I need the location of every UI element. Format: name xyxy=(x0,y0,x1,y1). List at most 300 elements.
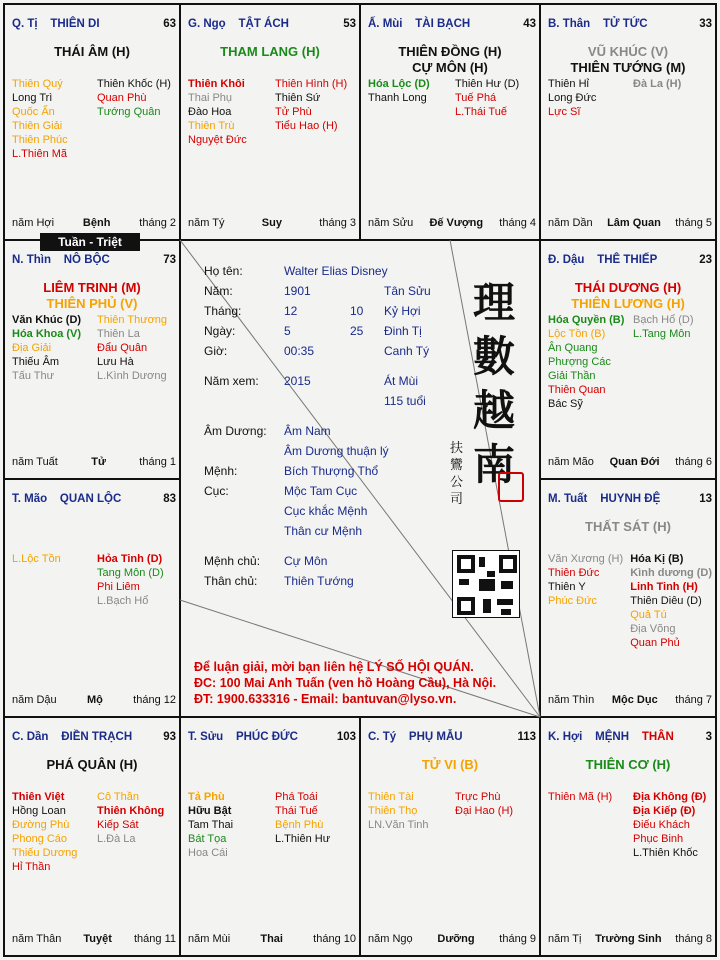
star-item: Phá Toái xyxy=(275,791,318,803)
star-item: Quan Phù xyxy=(97,92,147,104)
star-item: Giải Thần xyxy=(548,370,596,382)
name-value: Walter Elias Disney xyxy=(284,264,388,278)
star-item: Phi Liêm xyxy=(97,581,140,593)
year-label: năm Mùi xyxy=(188,933,231,945)
stars-right xyxy=(97,790,176,874)
star-item: Đại Hao (H) xyxy=(455,805,514,817)
seal-text: 扶鸞公司 xyxy=(450,441,464,507)
main-star: THIÊN CƠ (H) xyxy=(585,757,671,772)
star-item: L.Thiên Mã xyxy=(12,148,68,160)
main-stars xyxy=(540,280,716,312)
minor-stars xyxy=(12,790,176,874)
stars-right xyxy=(275,790,356,860)
main-stars xyxy=(4,280,180,312)
main-star: THIÊN LƯƠNG (H) xyxy=(571,296,685,311)
star-item: Hoa Cái xyxy=(188,847,228,859)
year-label: năm Hợi xyxy=(12,217,55,229)
main-star: THIÊN PHỦ (V) xyxy=(46,296,138,311)
star-item: Thiên Trù xyxy=(188,120,235,132)
phase-label: Suy xyxy=(261,217,282,229)
star-item: Đào Hoa xyxy=(188,106,232,118)
star-item: Hữu Bật xyxy=(188,805,232,817)
star-item: L.Kình Dương xyxy=(97,370,167,382)
than-marker: THÂN xyxy=(641,731,674,743)
phase-label: Tử xyxy=(91,456,106,468)
stars-left xyxy=(548,552,624,650)
palace-header xyxy=(368,18,470,30)
main-star: VŨ KHÚC (V) xyxy=(587,44,669,59)
stars-right xyxy=(633,790,712,860)
star-item: Thiếu Dương xyxy=(12,847,78,859)
view-year-label: Năm xem: xyxy=(204,374,259,388)
minor-stars xyxy=(12,313,176,383)
star-item: Văn Khúc (D) xyxy=(12,314,82,326)
palace-footer xyxy=(368,217,536,229)
star-item: Thái Tuế xyxy=(275,805,318,817)
palace-cell-n-thin[interactable] xyxy=(4,240,180,479)
star-item: L.Thiên Hư xyxy=(275,833,331,845)
star-item: Thiếu Âm xyxy=(12,356,60,368)
star-item: Tấu Thư xyxy=(12,370,55,382)
view-year-can-chi: Át Mùi xyxy=(384,374,419,388)
main-stars xyxy=(360,757,540,773)
palace-header xyxy=(548,254,657,266)
star-item: Thiên Khốc (H) xyxy=(97,78,171,90)
hour-can-chi: Canh Tý xyxy=(384,344,430,358)
star-item: L.Thiên Khốc xyxy=(633,847,698,859)
palace-cell-c-dan[interactable] xyxy=(4,717,180,956)
star-item: Long Đức xyxy=(548,92,597,104)
year-label: năm Tị xyxy=(548,933,582,945)
star-item: Văn Xương (H) xyxy=(548,553,624,565)
menh-chu-label: Mệnh chủ: xyxy=(204,554,261,568)
main-star: CỰ MÔN (H) xyxy=(412,60,488,75)
palace-header xyxy=(548,18,648,30)
palace-number: 93 xyxy=(163,731,176,743)
day-label: Ngày: xyxy=(204,324,236,338)
qr-code-icon[interactable] xyxy=(452,550,520,618)
main-star: PHÁ QUÂN (H) xyxy=(46,757,138,772)
year-label: năm Mão xyxy=(548,456,594,468)
star-item: Cô Thần xyxy=(97,791,139,803)
year-label: năm Tý xyxy=(188,217,225,229)
star-item: Thanh Long xyxy=(368,92,427,104)
star-item: Ân Quang xyxy=(548,342,598,354)
palace-name: TẬT ÁCH xyxy=(238,18,289,30)
red-seal-icon xyxy=(498,472,524,502)
star-item: Thiên Hỉ xyxy=(548,78,589,90)
star-item: Tuế Phá xyxy=(455,92,497,104)
month-label: tháng 12 xyxy=(133,694,176,706)
am-duong-label: Âm Dương: xyxy=(204,424,267,438)
star-item: Lưu Hà xyxy=(97,356,134,368)
main-star: TỬ VI (B) xyxy=(421,757,479,772)
star-item: Tướng Quân xyxy=(97,106,161,118)
star-item: Đà La (H) xyxy=(633,78,682,90)
palace-footer xyxy=(368,933,536,945)
year-label: năm Dậu xyxy=(12,694,57,706)
month-label: tháng 7 xyxy=(675,694,712,706)
palace-name: PHÚC ĐỨC xyxy=(235,731,298,743)
year-value: 1901 xyxy=(284,284,311,298)
palace-footer xyxy=(188,933,356,945)
star-item: Quan Phủ xyxy=(630,637,680,649)
palace-number: 83 xyxy=(163,493,176,505)
view-year-value: 2015 xyxy=(284,374,311,388)
star-item: Địa Không (Đ) xyxy=(633,791,707,803)
phase-label: Đế Vượng xyxy=(429,217,484,229)
branch-label: K. Hợi xyxy=(548,731,583,743)
month-can-chi: Kỷ Hợi xyxy=(384,304,421,318)
star-item: Hóa Khoa (V) xyxy=(12,328,82,340)
star-item: Bệnh Phù xyxy=(275,819,324,831)
palace-cell-b-than[interactable] xyxy=(540,4,716,240)
star-item: Hóa Lộc (D) xyxy=(368,78,430,90)
branch-label: Đ. Dậu xyxy=(548,254,585,266)
star-item: Thiên Hư (D) xyxy=(455,78,520,90)
palace-header xyxy=(188,18,289,30)
stars-left xyxy=(12,77,91,161)
minor-stars xyxy=(12,552,176,608)
star-item: Thiên Phúc xyxy=(12,134,68,146)
main-stars xyxy=(540,44,716,76)
palace-footer xyxy=(12,456,176,468)
stars-right xyxy=(97,552,176,608)
stars-left xyxy=(12,790,91,874)
star-item: Thiên Thương xyxy=(97,314,168,326)
am-duong-value: Âm Nam xyxy=(284,424,331,438)
phase-label: Lâm Quan xyxy=(607,217,661,229)
star-item: Thiên Quý xyxy=(12,78,63,90)
branch-label: Ấ. Mùi xyxy=(368,18,403,30)
month-label: tháng 1 xyxy=(139,456,176,468)
palace-footer xyxy=(548,694,712,706)
star-item: Đường Phù xyxy=(12,819,70,831)
star-item: Lộc Tồn (B) xyxy=(548,328,606,340)
minor-stars xyxy=(12,77,176,161)
palace-header xyxy=(12,18,100,30)
stars-right xyxy=(455,77,536,119)
palace-header xyxy=(368,731,463,743)
palace-name: NÔ BỘC xyxy=(63,254,110,266)
palace-cell-c-ty[interactable] xyxy=(360,717,540,956)
phase-label: Dưỡng xyxy=(437,933,475,945)
palace-name: THIÊN DI xyxy=(50,18,100,30)
minor-stars xyxy=(548,313,712,411)
stars-right xyxy=(633,313,712,411)
contact-phone-email: ĐT: 1900.633316 - Email: bantuvan@lyso.vn. xyxy=(194,692,457,706)
star-item: L.Lộc Tồn xyxy=(12,553,61,565)
year-label: năm Thìn xyxy=(548,694,595,706)
palace-number: 3 xyxy=(705,731,712,743)
palace-name: ĐIỀN TRẠCH xyxy=(61,731,133,743)
star-item: Thiên Y xyxy=(548,581,586,593)
am-duong-note: Âm Dương thuận lý xyxy=(284,444,389,458)
year-label: năm Thân xyxy=(12,933,62,945)
palace-header xyxy=(548,493,660,505)
main-stars xyxy=(540,519,716,535)
star-item: Kình dương (D) xyxy=(630,567,712,579)
star-item: Bát Tọa xyxy=(188,833,227,845)
month-label: tháng 5 xyxy=(675,217,712,229)
minor-stars xyxy=(368,77,536,119)
phase-label: Tuyệt xyxy=(83,933,112,945)
main-star: THIÊN ĐỒNG (H) xyxy=(398,44,502,59)
stars-left xyxy=(368,790,449,832)
stars-left xyxy=(548,313,627,411)
palace-footer xyxy=(188,217,356,229)
star-item: Trực Phù xyxy=(455,791,501,803)
main-star: THIÊN TƯỚNG (M) xyxy=(570,60,686,75)
stars-right xyxy=(630,552,712,650)
stars-right xyxy=(275,77,356,147)
stars-left xyxy=(548,77,627,119)
year-label: năm Sửu xyxy=(368,217,414,229)
stars-right xyxy=(97,313,176,383)
phase-label: Thai xyxy=(260,933,283,945)
minor-stars xyxy=(548,77,712,119)
calligraphy-logo: 理數越南 xyxy=(472,278,515,489)
main-star: THẤT SÁT (H) xyxy=(585,519,671,534)
month-lunar: 10 xyxy=(350,304,364,318)
contact-line-1: Để luận giải, mời bạn liên hệ LÝ SỐ HỘI QUÁN. xyxy=(194,660,474,674)
month-label: Tháng: xyxy=(204,304,242,318)
star-item: Tiểu Hao (H) xyxy=(275,120,338,132)
month-label: tháng 10 xyxy=(313,933,356,945)
main-stars xyxy=(4,757,180,773)
month-label: tháng 9 xyxy=(499,933,536,945)
menh-label: Mệnh: xyxy=(204,464,238,478)
main-stars xyxy=(540,757,716,773)
palace-cell-t-mao[interactable] xyxy=(4,479,180,717)
palace-cell-m-tuat[interactable] xyxy=(540,479,716,717)
stars-right xyxy=(633,77,712,119)
star-item: Linh Tinh (H) xyxy=(630,581,698,593)
hour-label: Giờ: xyxy=(204,344,228,358)
star-item: Đẩu Quân xyxy=(97,342,148,354)
star-item: Thiên Quan xyxy=(548,384,606,396)
palace-name: MỆNH xyxy=(595,731,630,743)
menh-value: Bích Thượng Thổ xyxy=(284,464,379,478)
year-label: năm Dần xyxy=(548,217,593,229)
branch-label: T. Mão xyxy=(12,493,48,505)
palace-cell-k-hoi[interactable] xyxy=(540,717,716,956)
star-item: Kiếp Sát xyxy=(97,819,139,831)
main-stars xyxy=(4,44,180,60)
star-item: Bạch Hổ (D) xyxy=(633,314,694,326)
palace-number: 53 xyxy=(343,18,356,30)
main-stars xyxy=(360,44,540,76)
star-item: Bác Sỹ xyxy=(548,398,583,410)
star-item: Quốc Ấn xyxy=(12,106,55,118)
branch-label: Q. Tị xyxy=(12,18,38,30)
star-item: L.Thái Tuế xyxy=(455,106,507,118)
phase-label: Bệnh xyxy=(82,217,111,229)
name-label: Họ tên: xyxy=(204,264,243,278)
phase-label: Mộc Dục xyxy=(611,694,658,706)
day-value: 5 xyxy=(284,324,291,338)
day-lunar: 25 xyxy=(350,324,364,338)
star-item: Tam Thai xyxy=(188,819,234,831)
month-label: tháng 4 xyxy=(499,217,536,229)
star-item: Hỉ Thần xyxy=(12,861,51,873)
branch-label: M. Tuất xyxy=(548,493,588,505)
minor-stars xyxy=(548,790,712,860)
main-star: THAM LANG (H) xyxy=(220,44,320,59)
palace-cell-t-suu[interactable] xyxy=(180,717,360,956)
star-item: Thiên Giải xyxy=(12,120,63,132)
star-item: Thiên La xyxy=(97,328,140,340)
star-item: Long Trì xyxy=(12,92,53,104)
hour-value: 00:35 xyxy=(284,344,315,358)
cuc-value: Mộc Tam Cục xyxy=(284,484,358,498)
minor-stars xyxy=(548,552,712,650)
main-star: THÁI DƯƠNG (H) xyxy=(574,280,682,295)
palace-name: TỬ TỨC xyxy=(602,18,648,30)
cuc-note-1: Cục khắc Mệnh xyxy=(284,504,368,518)
palace-cell-q-ti[interactable] xyxy=(4,4,180,240)
month-label: tháng 8 xyxy=(675,933,712,945)
palace-name: THÊ THIẾP xyxy=(597,254,658,266)
tuan-triet-label: Tuần - Triệt xyxy=(40,233,140,251)
year-can-chi: Tân Sửu xyxy=(384,284,431,298)
year-label: năm Tuất xyxy=(12,456,58,468)
cuc-label: Cục: xyxy=(204,484,229,498)
age: 115 tuổi xyxy=(384,394,426,408)
star-item: Hóa Kị (B) xyxy=(630,553,684,565)
year-label: năm Ngọ xyxy=(368,933,413,945)
than-chu-label: Thân chủ: xyxy=(204,574,258,588)
palace-footer xyxy=(12,217,176,229)
stars-left xyxy=(368,77,449,119)
star-item: Quả Tú xyxy=(630,609,667,621)
star-item: Tử Phù xyxy=(275,106,312,118)
star-item: Thiên Khôi xyxy=(188,78,245,90)
star-item: Địa Võng xyxy=(630,623,676,635)
stars-left xyxy=(188,790,269,860)
stars-left xyxy=(12,552,91,608)
minor-stars xyxy=(188,77,356,147)
month-label: tháng 3 xyxy=(319,217,356,229)
palace-header xyxy=(12,254,110,266)
palace-footer xyxy=(548,217,712,229)
year-label: Năm: xyxy=(204,284,233,298)
minor-stars xyxy=(368,790,536,832)
palace-number: 23 xyxy=(699,254,712,266)
palace-header xyxy=(12,493,121,505)
month-value: 12 xyxy=(284,304,298,318)
star-item: Tả Phù xyxy=(188,791,225,803)
star-item: L.Đà La xyxy=(97,833,136,845)
star-item: Phong Cáo xyxy=(12,833,68,845)
star-item: Địa Giải xyxy=(12,342,52,354)
day-can-chi: Đinh Tị xyxy=(384,324,422,338)
main-star: THÁI ÂM (H) xyxy=(54,44,130,59)
palace-number: 33 xyxy=(699,18,712,30)
branch-label: T. Sửu xyxy=(188,731,224,743)
than-chu-value: Thiên Tướng xyxy=(284,574,354,588)
stars-left xyxy=(548,790,627,860)
cuc-note-2: Thân cư Mệnh xyxy=(284,524,363,538)
star-item: Thai Phụ xyxy=(188,92,233,104)
star-item: Phúc Đức xyxy=(548,595,597,607)
palace-header xyxy=(548,731,674,743)
star-item: Thiên Diêu (D) xyxy=(630,595,702,607)
star-item: Nguyệt Đức xyxy=(188,134,247,146)
star-item: Hồng Loan xyxy=(12,805,66,817)
phase-label: Mộ xyxy=(86,694,103,706)
month-label: tháng 11 xyxy=(133,933,176,945)
palace-number: 43 xyxy=(523,18,536,30)
branch-label: C. Dần xyxy=(12,731,49,743)
main-star: LIÊM TRINH (M) xyxy=(43,280,141,295)
star-item: Phục Binh xyxy=(633,833,684,845)
minor-stars xyxy=(188,790,356,860)
stars-left xyxy=(188,77,269,147)
star-item: Thiên Thọ xyxy=(368,805,418,817)
menh-chu-value: Cự Môn xyxy=(284,554,328,568)
month-label: tháng 6 xyxy=(675,456,712,468)
palace-number: 63 xyxy=(163,18,176,30)
palace-cell-d-dau[interactable] xyxy=(540,240,716,479)
branch-label: B. Thân xyxy=(548,18,591,30)
star-item: Thiên Tài xyxy=(368,791,414,803)
month-label: tháng 2 xyxy=(139,217,176,229)
palace-cell-g-ngo[interactable] xyxy=(180,4,360,240)
star-item: Điếu Khách xyxy=(633,819,690,831)
star-item: Lực Sĩ xyxy=(548,106,581,118)
star-item: Phượng Các xyxy=(548,356,611,368)
stars-right xyxy=(455,790,536,832)
palace-cell-a-mui[interactable] xyxy=(360,4,540,240)
palace-name: TÀI BẠCH xyxy=(415,18,471,30)
star-item: LN.Văn Tinh xyxy=(368,819,429,831)
phase-label: Trường Sinh xyxy=(595,933,662,945)
palace-name: HUYNH ĐỆ xyxy=(600,493,661,505)
palace-number: 103 xyxy=(336,731,356,743)
phase-label: Quan Đới xyxy=(609,456,660,468)
star-item: Địa Kiếp (Đ) xyxy=(633,805,696,817)
star-item: L.Tang Môn xyxy=(633,328,691,340)
star-item: Thiên Hình (H) xyxy=(275,78,348,90)
palace-footer xyxy=(548,456,712,468)
stars-left xyxy=(12,313,91,383)
palace-number: 73 xyxy=(163,254,176,266)
palace-number: 113 xyxy=(517,731,536,743)
center-info xyxy=(180,240,540,717)
palace-footer xyxy=(548,933,712,945)
palace-name: PHỤ MẪU xyxy=(408,731,463,743)
stars-right xyxy=(97,77,176,161)
star-item: Hỏa Tinh (D) xyxy=(97,553,163,565)
palace-name: QUAN LỘC xyxy=(59,493,122,505)
main-stars xyxy=(180,44,360,60)
palace-header xyxy=(188,731,298,743)
star-item: Thiên Không xyxy=(97,805,165,817)
star-item: Thiên Mã (H) xyxy=(548,791,613,803)
star-item: Thiên Đức xyxy=(548,567,600,579)
palace-footer xyxy=(12,694,176,706)
contact-address: ĐC: 100 Mai Anh Tuấn (ven hồ Hoàng Cầu), Hà Nội. xyxy=(194,676,497,690)
palace-footer xyxy=(12,933,176,945)
branch-label: C. Tý xyxy=(368,731,397,743)
palace-header xyxy=(12,731,132,743)
star-item: Thiên Việt xyxy=(12,791,65,803)
star-item: Thiên Sứ xyxy=(275,92,321,104)
star-item: Tang Môn (D) xyxy=(97,567,164,579)
star-item: Hóa Quyền (B) xyxy=(548,314,625,326)
branch-label: G. Ngọ xyxy=(188,18,226,30)
